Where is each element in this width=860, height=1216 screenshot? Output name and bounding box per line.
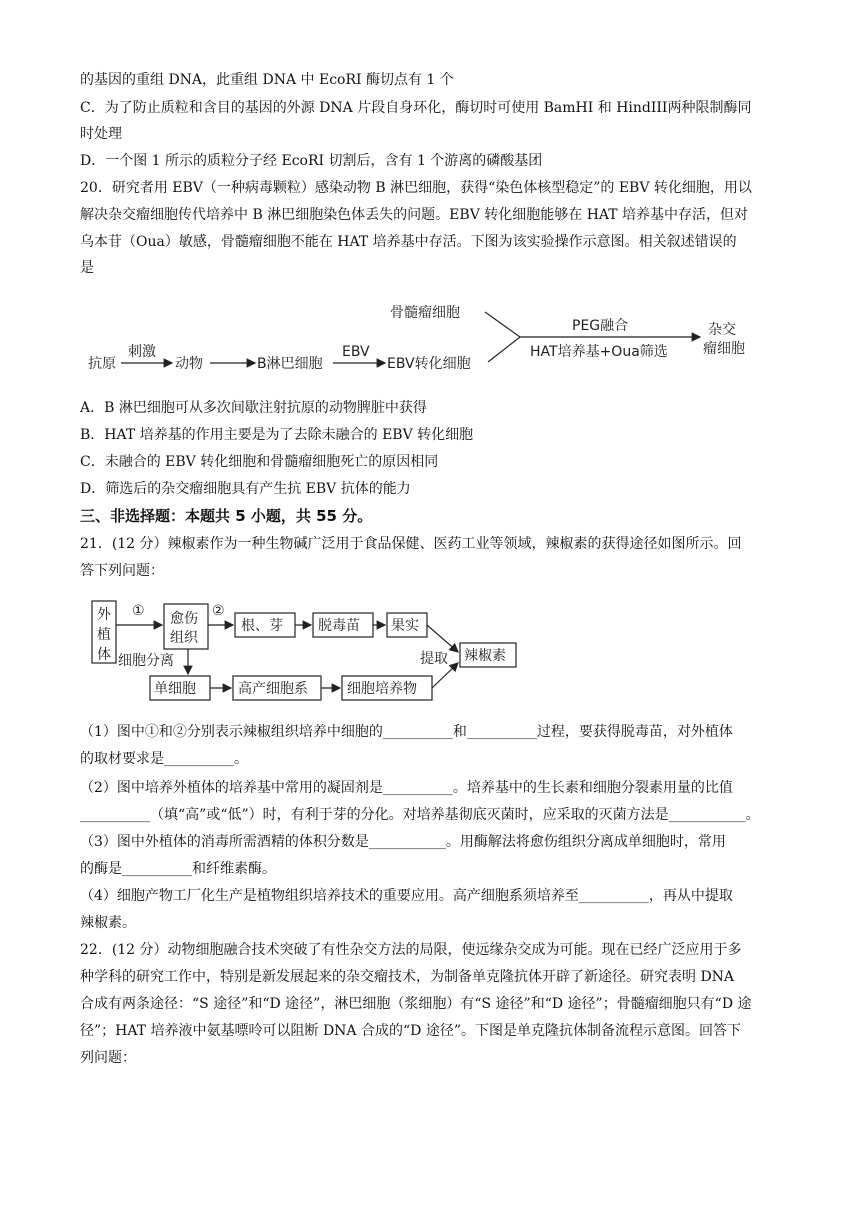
high-line-label: 高产细胞系 bbox=[238, 681, 308, 697]
q21-part-3: （3）图中外植体的消毒所需酒精的体积分数是___________。用酶解法将愈伤组织分离成单细胞时，常用 bbox=[80, 834, 726, 850]
question-21: 21．(12 分）辣椒素作为一种生物碱广泛用于食品保健、医药工业等领域，辣椒素的获得途径如图所示。回 bbox=[80, 536, 742, 552]
text-line: 辣椒素。 bbox=[80, 915, 136, 931]
text-line: 径”；HAT 培养液中氨基嘌呤可以阻断 DNA 合成的“D 途径”。下图是单克隆抗体制备流程示意图。回答下 bbox=[80, 1023, 741, 1039]
hybrid-label-1: 杂交 bbox=[708, 322, 736, 338]
text-line: 的酶是__________和纤维素酶。 bbox=[80, 861, 276, 877]
step-2: ② bbox=[212, 603, 225, 619]
ebv-cell-label: EBV转化细胞 bbox=[387, 356, 471, 372]
single-cell-label: 单细胞 bbox=[154, 681, 196, 697]
text-line: 解决杂交瘤细胞传代培养中 B 淋巴细胞染色体丢失的问题。EBV 转化细胞能够在 HAT 培养基中存活，但对 bbox=[80, 207, 749, 223]
section-header: 三、非选择题：本题共 5 小题，共 55 分。 bbox=[80, 507, 373, 525]
q21-part-4: （4）细胞产物工厂化生产是植物组织培养技术的重要应用。高产细胞系须培养至__________，再从中提取 bbox=[80, 888, 733, 904]
root-bud-label: 根、芽 bbox=[241, 618, 283, 634]
explant-char: 体 bbox=[97, 647, 111, 663]
myeloma-label: 骨髓瘤细胞 bbox=[390, 305, 460, 321]
option-c: C．未融合的 EBV 转化细胞和骨髓瘤细胞死亡的原因相同 bbox=[80, 454, 439, 470]
explant-char: 外 bbox=[97, 607, 111, 623]
antigen-label: 抗原 bbox=[88, 356, 116, 372]
virus-free-label: 脱毒苗 bbox=[318, 618, 360, 634]
extract-label: 提取 bbox=[420, 651, 448, 667]
culture-label: 细胞培养物 bbox=[347, 681, 417, 697]
text-line: 列问题： bbox=[80, 1050, 136, 1066]
option-d: D．筛选后的杂交瘤细胞具有产生抗 EBV 抗体的能力 bbox=[80, 481, 411, 497]
text-line: 乌本苷（Oua）敏感，骨髓瘤细胞不能在 HAT 培养基中存活。下图为该实验操作示意图。相关叙述错误的 bbox=[80, 234, 737, 250]
text-line: 是 bbox=[80, 260, 94, 276]
ebv-flow-diagram bbox=[0, 290, 860, 380]
question-20: 20．研究者用 EBV（一种病毒颗粒）感染动物 B 淋巴细胞，获得“染色体核型稳定”的 EBV 转化细胞，用以 bbox=[80, 180, 752, 196]
text-line: 时处理 bbox=[80, 126, 122, 142]
text-line: 答下列问题： bbox=[80, 563, 164, 579]
hybrid-label-2: 瘤细胞 bbox=[703, 341, 745, 357]
hat-label: HAT培养基+Oua筛选 bbox=[530, 344, 668, 360]
separation-label: 细胞分离 bbox=[118, 653, 174, 669]
callus-label: 组织 bbox=[170, 630, 198, 646]
text-line: 种学科的研究工作中，特别是新发展起来的杂交瘤技术，为制备单克隆抗体开辟了新途径。研究表明 DNA bbox=[80, 969, 735, 985]
animal-label: 动物 bbox=[175, 356, 203, 372]
fruit-label: 果实 bbox=[391, 618, 419, 634]
text-line: 合成有两条途径：“S 途径”和“D 途径”，淋巴细胞（浆细胞）有“S 途径”和“D 途径”；骨髓瘤细胞只有“D 途 bbox=[80, 996, 752, 1012]
text-line: __________（填“高”或“低”）时，有利于芽的分化。对培养基彻底灭菌时，应采取的灭菌方法是___________。 bbox=[80, 807, 760, 823]
q21-part-1: （1）图中①和②分别表示辣椒组织培养中细胞的__________和__________过程，要获得脱毒苗，对外植体 bbox=[80, 724, 733, 740]
q21-part-2: （2）图中培养外植体的培养基中常用的凝固剂是__________。培养基中的生长素和细胞分裂素用量的比值 bbox=[80, 780, 733, 796]
ebv-label: EBV bbox=[342, 344, 370, 360]
text-line: 的基因的重组 DNA，此重组 DNA 中 EcoRI 酶切点有 1 个 bbox=[80, 72, 454, 88]
capsaicin-label: 辣椒素 bbox=[464, 648, 506, 664]
explant-char: 植 bbox=[97, 627, 111, 643]
capsaicin-pathway-diagram bbox=[0, 595, 860, 707]
peg-label: PEG融合 bbox=[572, 318, 629, 334]
text-line: D．一个图 1 所示的质粒分子经 EcoRI 切割后，含有 1 个游离的磷酸基团 bbox=[80, 153, 543, 169]
text-line: 的取材要求是__________。 bbox=[80, 751, 248, 767]
option-b: B．HAT 培养基的作用主要是为了去除未融合的 EBV 转化细胞 bbox=[80, 427, 474, 443]
callus-label: 愈伤 bbox=[170, 611, 198, 627]
step-1: ① bbox=[132, 603, 145, 619]
question-22: 22．(12 分）动物细胞融合技术突破了有性杂交方法的局限，使远缘杂交成为可能。现在已经广泛应用于多 bbox=[80, 942, 742, 958]
option-a: A．B 淋巴细胞可从多次间歇注射抗原的动物脾脏中获得 bbox=[80, 400, 427, 416]
b-cell-label: B淋巴细胞 bbox=[257, 356, 323, 372]
text-line: C．为了防止质粒和含目的基因的外源 DNA 片段自身环化，酶切时可使用 BamHI 和 HindIII两种限制酶同 bbox=[80, 100, 752, 116]
stimulate-label: 刺激 bbox=[128, 344, 156, 360]
